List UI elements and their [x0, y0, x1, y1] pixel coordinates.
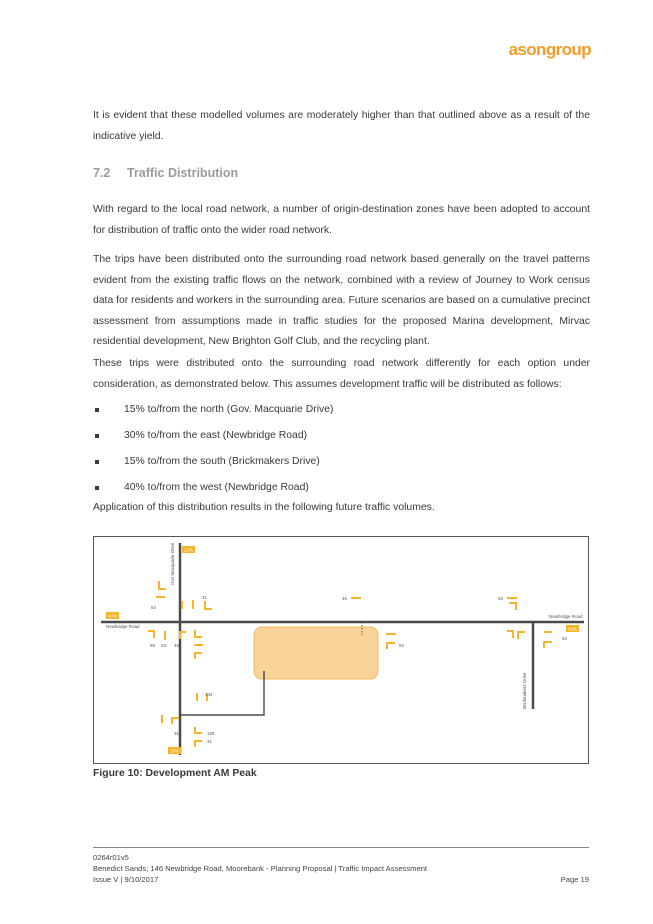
volume-label: 31 — [207, 739, 213, 744]
company-logo: asongroup — [508, 40, 591, 59]
footer-divider — [93, 847, 589, 848]
list-item: 40% to/from the west (Newbridge Road) — [93, 478, 333, 504]
bullet-icon — [95, 486, 99, 490]
issue-date: Issue V | 9/10/2017 — [93, 875, 159, 884]
arrow-icon — [195, 630, 202, 637]
volume-label: 144 — [205, 692, 213, 697]
distribution-list — [93, 400, 333, 504]
arrow-icon — [509, 603, 516, 610]
volume-label: 31 — [174, 731, 180, 736]
volume-label: 23 — [161, 643, 167, 648]
page-number: Page 19 — [560, 875, 589, 884]
svg-text:15%: 15% — [169, 748, 180, 754]
arrow-icon — [148, 631, 154, 638]
paragraph-distribution-options: These trips were distributed onto the surrounding road network differently for each option under consideration, as demonstrated below. This assumes development traffic will be distributed as follows: — [93, 358, 590, 390]
list-item: 30% to/from the east (Newbridge Road) — [93, 426, 333, 452]
arrow-icon — [387, 643, 395, 649]
arrow-icon — [544, 642, 552, 648]
arrow-icon — [205, 601, 212, 609]
volume-label: 62 — [562, 636, 568, 641]
arrow-icon — [518, 632, 525, 639]
label-brickmakers: Brickmakers Drive — [522, 672, 527, 709]
site-internal-road — [180, 671, 264, 715]
bullet-icon — [95, 434, 99, 438]
volume-label: 46 — [498, 596, 504, 601]
section-number: 7.2 — [93, 166, 111, 180]
bullet-icon — [95, 460, 99, 464]
volume-label: 128 — [207, 731, 215, 736]
arrow-icon — [507, 631, 513, 638]
arrow-icon — [195, 727, 202, 733]
project-title: Benedict Sands; 146 Newbridge Road, Moorebank - Planning Proposal | Traffic Impact Assessment — [93, 864, 428, 873]
paragraph-application: Application of this distribution results in the following future traffic volumes. — [93, 502, 435, 513]
svg-text:15%: 15% — [183, 547, 194, 553]
arrow-icon — [159, 581, 166, 589]
section-heading — [93, 166, 238, 180]
page-footer — [93, 852, 589, 885]
label-newbridge-west: Newbridge Road — [106, 624, 140, 629]
arrow-icon — [172, 718, 179, 724]
volume-label: 92 — [399, 643, 405, 648]
intro-paragraph: It is evident that these modelled volumes are moderately higher than that outlined above as a result of the indicative yield. — [93, 110, 590, 142]
diagram-canvas — [94, 537, 589, 764]
svg-text:40%: 40% — [107, 613, 118, 619]
volume-label: 69 — [150, 643, 156, 648]
development-site — [254, 627, 378, 679]
label-gov-macquarie: Gov Macquarie Drive — [170, 542, 175, 585]
document-reference: 0264r01v5 — [93, 853, 129, 862]
volume-label: 46 — [174, 643, 180, 648]
traffic-volume-diagram — [93, 536, 589, 764]
arrow-icon — [195, 653, 202, 659]
bullet-icon — [95, 408, 99, 412]
figure-caption: Figure 10: Development AM Peak — [93, 768, 257, 779]
section-title: Traffic Distribution — [127, 166, 239, 180]
label-newbridge-east: Newbridge Road — [549, 614, 583, 619]
arrow-icon — [195, 741, 202, 747]
svg-text:30%: 30% — [567, 626, 578, 632]
paragraph-trip-distribution: The trips have been distributed onto the surrounding road network based generally on the travel patterns evident from the existing traffic flows on the network, combined with a review of Journey to Work census data for residents and workers in the surrounding area. Future scenarios are based on a cumulative precinct assessment from assumptions made in traffic studies for the proposed Marina development, Mirvac residential development, New Brighton Golf Club, and the recycling plant. — [93, 254, 590, 347]
paragraph-od-zones: With regard to the local road network, a number of origin-destination zones have been adopted to account for distribution of traffic onto the wider road network. — [93, 204, 590, 236]
volume-label: 54 — [151, 605, 157, 610]
list-item: 15% to/from the north (Gov. Macquarie Drive) — [93, 400, 333, 426]
volume-label: 46 — [342, 596, 348, 601]
arrow-icon — [180, 632, 186, 639]
volume-label: 31 — [202, 595, 208, 600]
list-item: 15% to/from the south (Brickmakers Drive) — [93, 452, 333, 478]
